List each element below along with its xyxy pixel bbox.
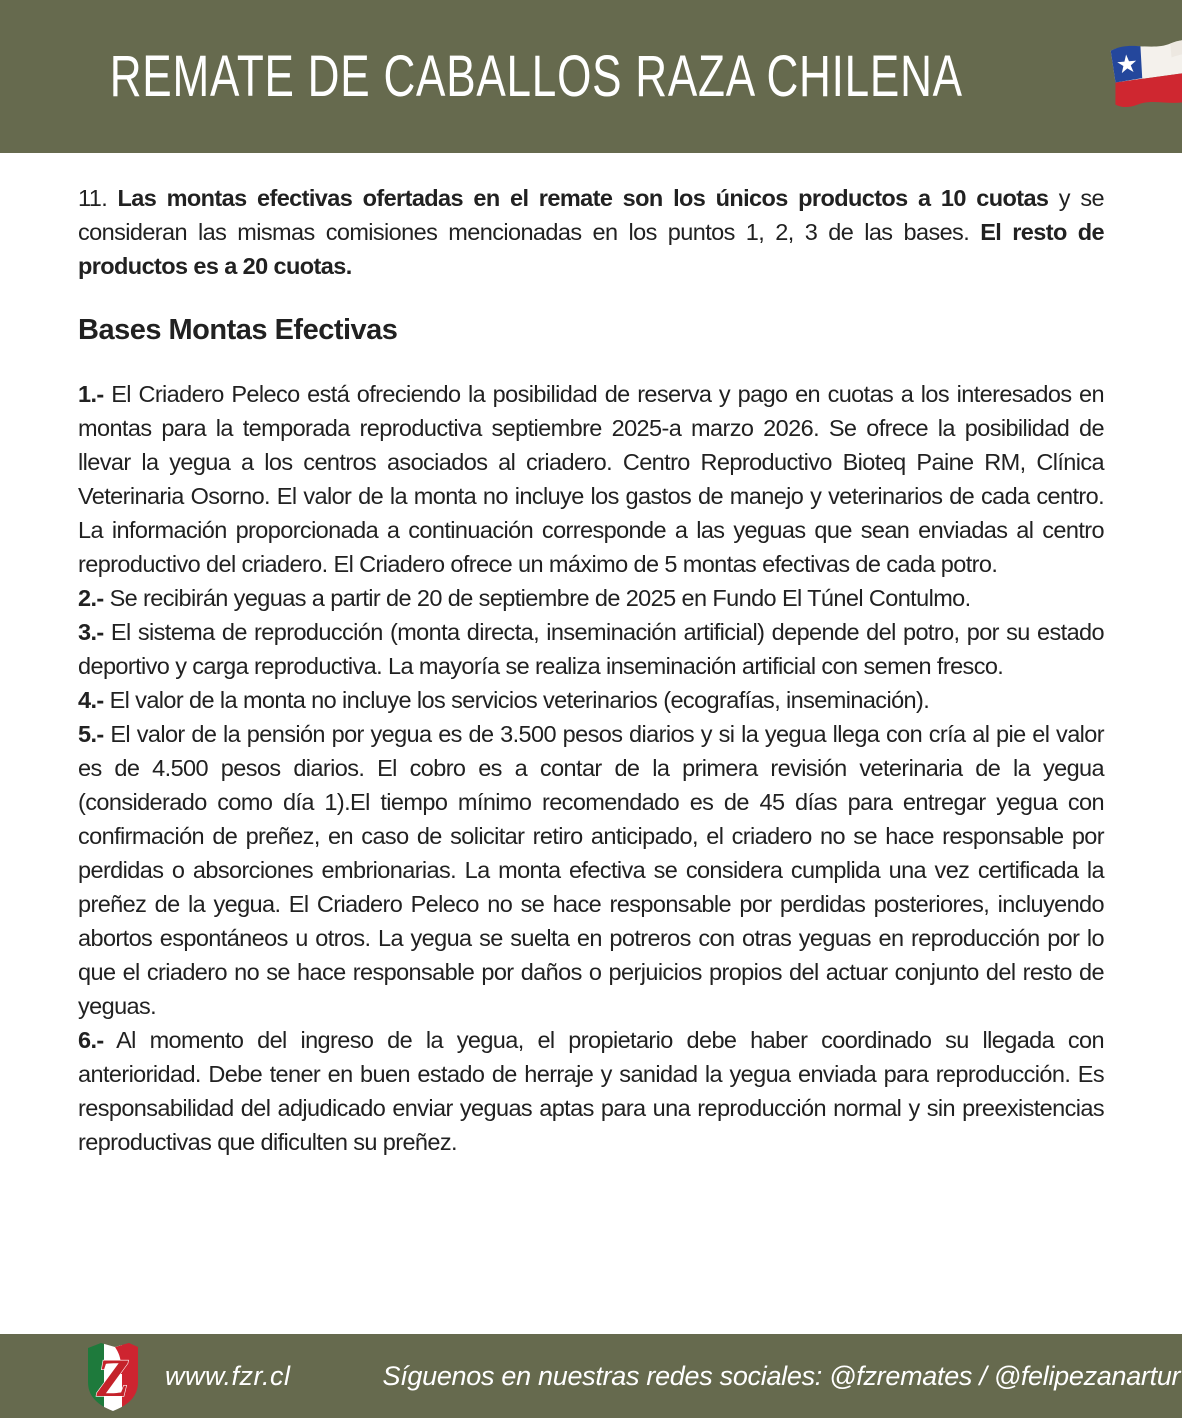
- clause-5-text: El valor de la pensión por yegua es de 3.500 pesos diarios y si la yegua llega con cría al pie el valor es de 4.500 pesos diarios. El cobro es a contar de la primera revisión veterinaria de la yegua (considerado como día 1).El tiempo mínimo recomendado es de 45 días para entregar yegua con confirmación de preñez, en caso de solicitar retiro anticipado, el criadero no se hace responsable por perdidas o absorciones embrionarias. La monta efectiva se considera cumplida una vez certificada la preñez de la yegua. El Criadero Peleco no se hace responsable por perdidas posteriores, incluyendo abortos espontáneos u otros. La yegua se suelta en potreros con otras yeguas en reproducción por lo que el criadero no se hace responsable por daños o perjuicios propios del actuar conjunto del resto de yeguas.: [78, 721, 1104, 1019]
- clause-4: [78, 683, 1104, 717]
- footer-band: [0, 1334, 1182, 1418]
- document-body: [0, 153, 1182, 1334]
- clause-1-number: 1.-: [78, 381, 104, 407]
- svg-text:Z: Z: [96, 1348, 130, 1408]
- page-title: REMATE DE CABALLOS RAZA CHILENA: [109, 44, 963, 109]
- clause-1-text: El Criadero Peleco está ofreciendo la posibilidad de reserva y pago en cuotas a los interesados en montas para la temporada reproductiva septiembre 2025-a marzo 2026. Se ofrece la posibilidad de llevar la yegua a los centros asociados al criadero. Centro Reproductivo Bioteq Paine RM, Clínica Veterinaria Osorno. El valor de la monta no incluye los gastos de manejo y veterinarios de cada centro. La información proporcionada a continuación corresponde a las yeguas que sean enviadas al centro reproductivo del criadero. El Criadero ofrece un máximo de 5 montas efectivas de cada potro.: [78, 381, 1104, 577]
- header-band: [0, 0, 1182, 153]
- chile-flag-icon: [1102, 33, 1182, 120]
- clause-11-paragraph: 11. Las montas efectivas ofertadas en el remate son los únicos productos a 10 cuotas y se consideran las mismas comisiones mencionadas en los puntos 1, 2, 3 de las bases. El resto de productos es a 20 cuotas.: [78, 185, 1104, 279]
- clause-6-number: 6.-: [78, 1027, 104, 1053]
- clause-3: [78, 615, 1104, 683]
- website-url[interactable]: www.fzr.cl: [165, 1360, 291, 1391]
- social-media-line: Síguenos en nuestras redes sociales: @fzremates / @felipezanartur: [382, 1360, 1181, 1391]
- clause-2-number: 2.-: [78, 585, 104, 611]
- clause-2: [78, 581, 1104, 615]
- clause-4-text: El valor de la monta no incluye los servicios veterinarios (ecografías, inseminación).: [109, 687, 930, 713]
- clause-2-text: Se recibirán yeguas a partir de 20 de septiembre de 2025 en Fundo El Túnel Contulmo.: [109, 585, 971, 611]
- clause-6: [78, 1023, 1104, 1159]
- clause-3-text: El sistema de reproducción (monta directa, inseminación artificial) depende del potro, por su estado deportivo y carga reproductiva. La mayoría se realiza inseminación artificial con semen fresco.: [78, 619, 1104, 679]
- clause-list: [78, 377, 1104, 1159]
- clause-1: [78, 377, 1104, 581]
- clause-5-number: 5.-: [78, 721, 104, 747]
- section-heading: Bases Montas Efectivas: [78, 314, 398, 346]
- clause-4-number: 4.-: [78, 687, 104, 713]
- fzr-shield-logo-icon: [85, 1340, 141, 1412]
- clause-6-text: Al momento del ingreso de la yegua, el propietario debe haber coordinado su llegada con anterioridad. Debe tener en buen estado de herraje y sanidad la yegua enviada para reproducción. Es responsabilidad del adjudicado enviar yeguas aptas para una reproducción normal y sin preexistencias reproductivas que dificulten su preñez.: [78, 1027, 1104, 1155]
- clause-5: [78, 717, 1104, 1023]
- clause-3-number: 3.-: [78, 619, 104, 645]
